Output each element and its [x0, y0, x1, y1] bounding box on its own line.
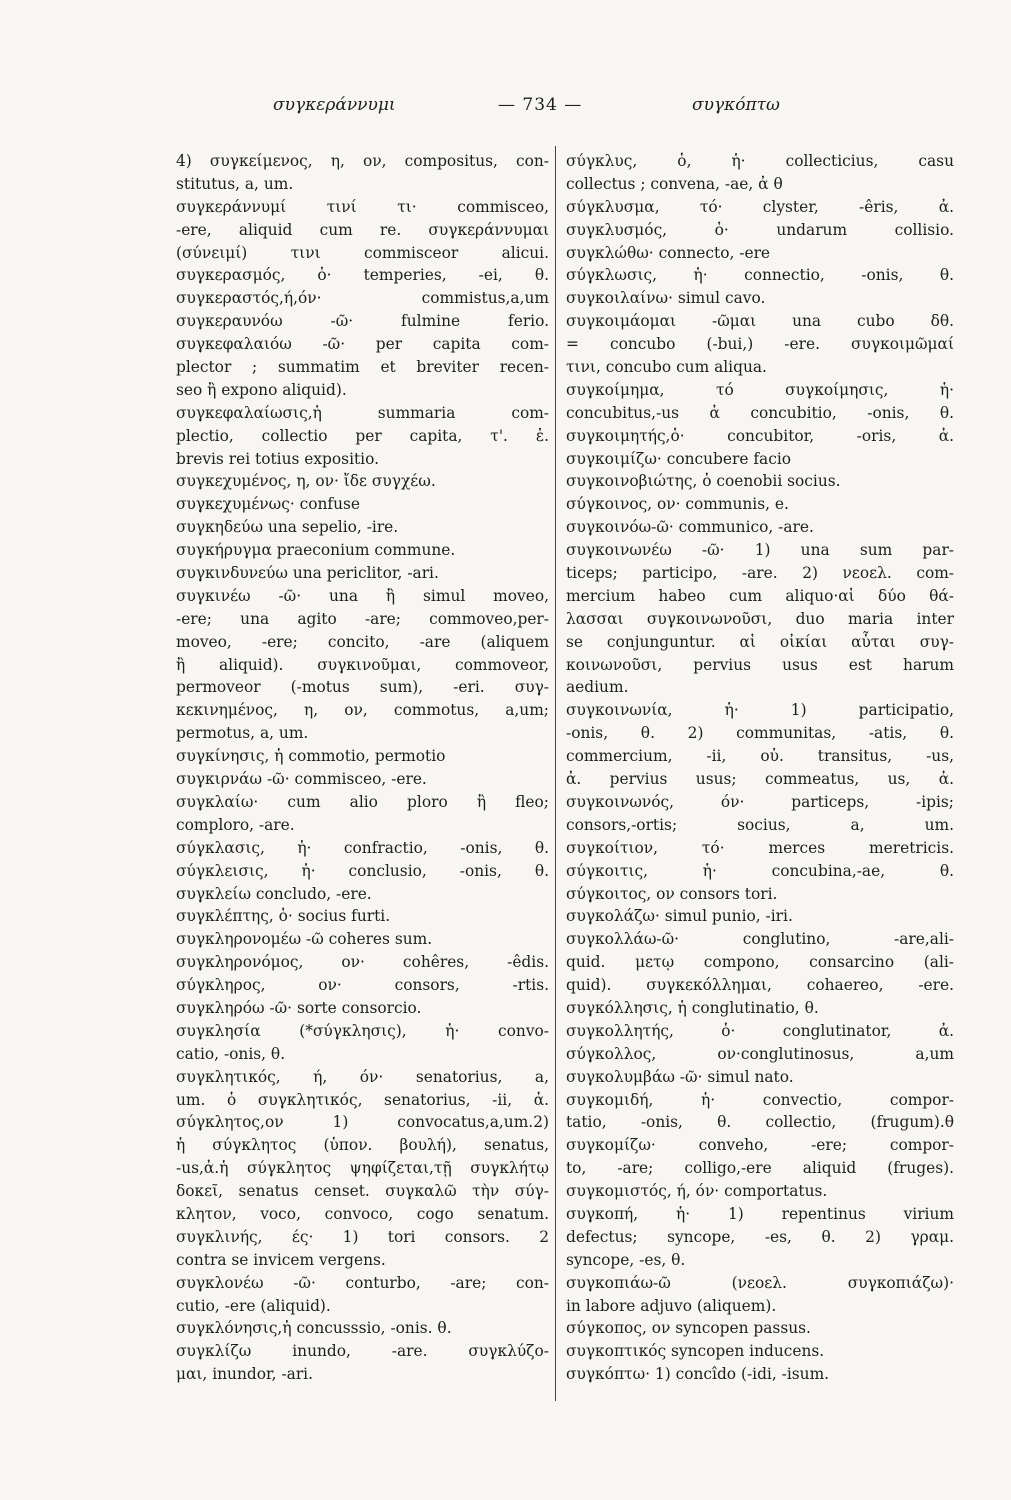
entry-line: moveo, -ere; concito, -are (aliquem	[176, 632, 549, 651]
entry-line: in labore adjuvo (aliquem).	[566, 1296, 777, 1315]
entry-line: συγκεραστός,ή,όν· commistus,a,um	[176, 289, 549, 308]
entry-line: συγκοπιάω-ῶ (νεοελ. συγκοπιάζω)·	[566, 1273, 954, 1292]
entry-line: συγκληρόω -ῶ· sorte consorcio.	[176, 998, 422, 1017]
entry-line: συγκοίτιον, τό· merces meretricis.	[566, 838, 954, 857]
entry-line: συγκερασμός, ὁ· temperies, -ei, θ.	[176, 266, 549, 285]
entry-line: συγκλείω concludo, -ere.	[176, 884, 372, 903]
entry-line: συγκλόνησις,ἡ concusssio, -onis. θ.	[176, 1319, 452, 1338]
running-head	[0, 95, 1011, 123]
entry-line: συγκοινωνία, ἡ· 1) participatio,	[566, 701, 954, 720]
entry-line: συγκληρονόμος, ον· cohêres, -êdis.	[176, 953, 549, 972]
entry-line: συγκολλάω-ῶ· conglutino, -are,ali-	[566, 930, 954, 949]
entry-line: comploro, -are.	[176, 815, 295, 834]
entry-line: stitutus, a, um.	[176, 174, 294, 193]
entry-line: to, -are; colligo,-ere aliquid (fruges).	[566, 1159, 954, 1178]
entry-line: plectio, collectio per capita, τ'. ἑ.	[176, 426, 549, 445]
entry-line: συγκληρονομέω -ῶ coheres sum.	[176, 930, 433, 949]
entry-line: concubitus,-us ἀ concubitio, -onis, θ.	[566, 403, 954, 422]
entry-line: ἡ σύγκλητος (ὑπον. βουλή), senatus,	[176, 1136, 549, 1155]
entry-line: συγκεραυνόω -ῶ· fulmine ferio.	[176, 312, 549, 331]
entry-line: συγκεράννυμί τινί τι· commisceo,	[176, 197, 549, 216]
entry-line: συγκοιμίζω· concubere facio	[566, 449, 792, 468]
entry-line: συγκλονέω -ῶ· conturbo, -are; con-	[176, 1273, 549, 1292]
entry-line: σύγκλασις, ἡ· confractio, -onis, θ.	[176, 838, 549, 857]
entry-line: συγκομιδή, ἡ· convectio, compor-	[566, 1090, 954, 1109]
entry-line: σύγκλητος,ον 1) convocatus,a,um.2)	[176, 1113, 549, 1132]
entry-line: tatio, -onis, θ. collectio, (frugum).θ	[566, 1113, 954, 1132]
entry-line: = concubo (-bui,) -ere. συγκοιμῶμαί	[566, 335, 954, 354]
entry-line: συγκοπή, ἡ· 1) repentinus virium	[566, 1204, 954, 1223]
entry-line: συγκλίζω inundo, -are. συγκλύζο-	[176, 1342, 549, 1361]
entry-line: ἢ aliquid). συγκινοῦμαι, commoveor,	[176, 655, 549, 674]
entry-line: ticeps; participo, -are. 2) νεοελ. com-	[566, 564, 954, 583]
entry-line: σύγκοιτος, ον consors tori.	[566, 884, 778, 903]
entry-line: συγκολάζω· simul punio, -iri.	[566, 907, 793, 926]
entry-line: συγκλητικός, ή, όν· senatorius, a,	[176, 1067, 549, 1086]
entry-line: συγκόλλησις, ἡ conglutinatio, θ.	[566, 998, 819, 1017]
entry-line: (σύνειμί) τινι commisceor alicui.	[176, 243, 549, 262]
entry-line: σύγκολλος, ον·conglutinosus, a,um	[566, 1044, 954, 1063]
entry-line: se conjunguntur. αἱ οἰκίαι αὗται συγ-	[566, 632, 954, 651]
entry-line: συγκλυσμός, ὁ· undarum collisio.	[566, 220, 954, 239]
entry-line: συγκλησία (*σύγκλησις), ἡ· convo-	[176, 1021, 549, 1040]
entry-line: συγκλέπτης, ὁ· socius furti.	[176, 907, 391, 926]
entry-line: σύγκοιτις, ἡ· concubina,-ae, θ.	[566, 861, 954, 880]
right-headword: συγκόπτω	[692, 95, 780, 115]
entry-line: mercium habeo cum aliquo·αἱ δύο θά-	[566, 586, 954, 605]
entry-line: contra se invicem vergens.	[176, 1250, 386, 1269]
entry-line: συγκοινωνέω -ῶ· 1) una sum par-	[566, 541, 954, 560]
entry-line: quid). συγκεκόλλημαι, cohaereo, -ere.	[566, 976, 954, 995]
entry-line: συγκοινόω-ῶ· communico, -are.	[566, 518, 814, 537]
entry-line: συγκλινής, ές· 1) tori consors. 2	[176, 1227, 549, 1246]
entry-line: συγκοινοβιώτης, ὁ coenobii socius.	[566, 472, 841, 491]
entry-line: quid. μετῳ compono, consarcino (ali-	[566, 953, 954, 972]
entry-line: commercium, -ii, οὐ. transitus, -us,	[566, 747, 954, 766]
entry-line: συγκεχυμένος, η, ον· ἴδε συγχέω.	[176, 472, 436, 491]
entry-line: συγκήρυγμα praeconium commune.	[176, 541, 456, 560]
entry-line: συγκόπτω· 1) concîdo (-idi, -isum.	[566, 1365, 830, 1384]
entry-line: κεκινημένος, η, ον, commotus, a,um;	[176, 701, 549, 720]
entry-line: defectus; syncope, -es, θ. 2) γραμ.	[566, 1227, 954, 1246]
entry-line: permoveor (-motus sum), -eri. συγ-	[176, 678, 549, 697]
entry-line: συγκοιμάομαι -ῶμαι una cubo δθ.	[566, 312, 954, 331]
entry-line: -us,ἀ.ἡ σύγκλητος ψηφίζεται,τῇ συγκλήτῳ	[176, 1159, 549, 1178]
entry-line: συγκολλητής, ὁ· conglutinator, ἀ.	[566, 1021, 954, 1040]
entry-line: συγκιρνάω -ῶ· commisceo, -ere.	[176, 770, 427, 789]
entry-line: συγκοίμημα, τό συγκοίμησις, ἡ·	[566, 380, 954, 399]
entry-line: συγκομίζω· conveho, -ere; compor-	[566, 1136, 954, 1155]
entry-line: aedium.	[566, 678, 629, 697]
entry-line: συγκομιστός, ή, όν· comportatus.	[566, 1182, 828, 1201]
entry-line: κοινωνοῦσι, pervius usus est harum	[566, 655, 954, 674]
entry-line: συγκολυμβάω -ῶ· simul nato.	[566, 1067, 794, 1086]
entry-line: συγκοπτικός syncopen inducens.	[566, 1342, 825, 1361]
entry-line: λασσαι συγκοινωνοῦσι, duo maria inter	[566, 609, 954, 628]
entry-line: 4) συγκείμενος, η, ον, compositus, con-	[176, 152, 549, 170]
entry-line: συγκεφαλαιόω -ῶ· per capita com-	[176, 335, 549, 354]
entry-line: συγκλαίω· cum alio ploro ἢ fleo;	[176, 792, 549, 811]
entry-line: σύγκοινος, ον· communis, e.	[566, 495, 789, 514]
entry-line: συγκινδυνεύω una periclitor, -ari.	[176, 564, 439, 583]
entry-line: plector ; summatim et breviter recen-	[176, 358, 549, 377]
entry-line: collectus ; convena, -ae, ἀ θ	[566, 174, 783, 193]
entry-line: δοκεῖ, senatus censet. συγκαλῶ τὴν σύγ-	[176, 1182, 549, 1201]
entry-line: σύγκλωσις, ἡ· connectio, -onis, θ.	[566, 266, 954, 285]
entry-line: συγκηδεύω una sepelio, -ire.	[176, 518, 399, 537]
entry-line: permotus, a, um.	[176, 724, 309, 743]
column-divider	[555, 146, 556, 1401]
entry-line: σύγκλεισις, ἡ· conclusio, -onis, θ.	[176, 861, 549, 880]
entry-line: κλητον, voco, convoco, cogo senatum.	[176, 1204, 549, 1223]
entry-line: συγκεφαλαίωσις,ἡ summaria com-	[176, 403, 549, 422]
left-headword: συγκεράννυμι	[273, 95, 396, 115]
entry-line: συγκοιλαίνω· simul cavo.	[566, 289, 766, 308]
entry-line: σύγκλυς, ὁ, ἡ· collecticius, casu	[566, 152, 954, 170]
entry-line: συγκοινωνός, όν· particeps, -ipis;	[566, 792, 954, 811]
entry-line: -ere; una agito -are; commoveo,per-	[176, 609, 549, 628]
entry-line: σύγκλυσμα, τό· clyster, -êris, ἀ.	[566, 197, 954, 216]
entry-line: μαι, inundor, -ari.	[176, 1365, 313, 1384]
right-column	[566, 150, 954, 1386]
entry-line: συγκοιμητής,ὁ· concubitor, -oris, ἀ.	[566, 426, 954, 445]
entry-line: συγκλώθω· connecto, -ere	[566, 243, 771, 262]
page-number: — 734 —	[498, 95, 583, 115]
entry-line: συγκίνησις, ἡ commotio, permotio	[176, 747, 446, 766]
entry-line: σύγκληρος, ον· consors, -rtis.	[176, 976, 549, 995]
entry-line: συγκεχυμένως· confuse	[176, 495, 361, 514]
entry-line: cutio, -ere (aliquid).	[176, 1296, 331, 1315]
entry-line: um. ὁ συγκλητικός, senatorius, -ii, ἀ.	[176, 1090, 549, 1109]
entry-line: consors,-ortis; socius, a, um.	[566, 815, 954, 834]
entry-line: -ere, aliquid cum re. συγκεράννυμαι	[176, 220, 549, 239]
entry-line: τινι, concubo cum aliqua.	[566, 358, 767, 377]
entry-line: -onis, θ. 2) communitas, -atis, θ.	[566, 724, 954, 743]
entry-line: catio, -onis, θ.	[176, 1044, 286, 1063]
entry-line: ἀ. pervius usus; commeatus, us, ἀ.	[566, 770, 954, 789]
left-column	[176, 150, 549, 1386]
entry-line: seo ἢ expono aliquid).	[176, 380, 347, 399]
entry-line: brevis rei totius expositio.	[176, 449, 379, 468]
entry-line: syncope, -es, θ.	[566, 1250, 686, 1269]
entry-line: σύγκοπος, ον syncopen passus.	[566, 1319, 811, 1338]
entry-line: συγκινέω -ῶ· una ἢ simul moveo,	[176, 586, 549, 605]
